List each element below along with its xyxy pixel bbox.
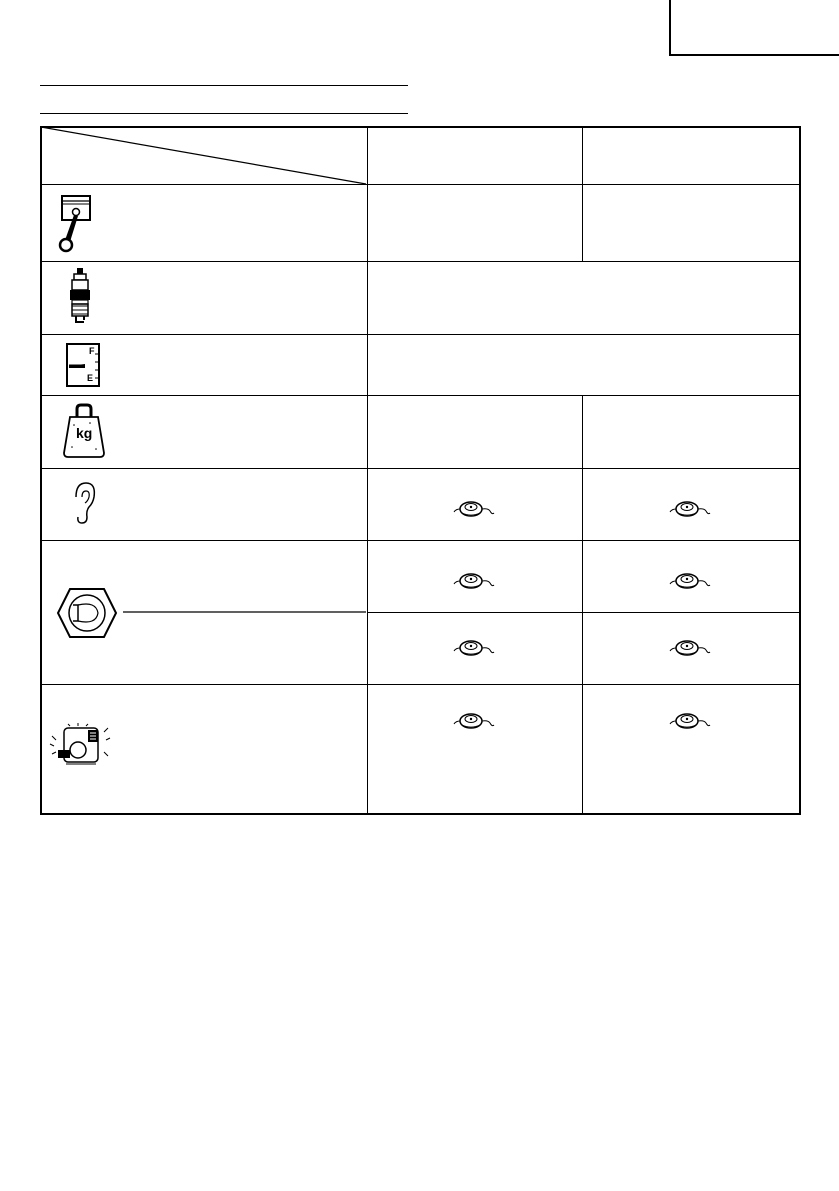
table-row-noise	[41, 468, 800, 540]
table-row-displacement	[41, 184, 800, 261]
ear-icon	[72, 479, 98, 532]
trimmer-head-icon	[668, 709, 714, 738]
spark-plug-value	[367, 261, 800, 334]
row-label-cell	[41, 468, 367, 540]
header-corner-cell	[41, 127, 367, 184]
table-row-fuel-tank	[41, 334, 800, 395]
table-row-spark-plug	[41, 261, 800, 334]
weight-kg-icon	[60, 403, 108, 466]
weight-kg-label: kg	[76, 424, 93, 441]
piston-icon	[56, 193, 96, 260]
trimmer-head-icon	[452, 497, 498, 526]
hex-nut-icon	[56, 587, 118, 644]
weight-col1	[367, 395, 582, 468]
vibration-col1	[367, 684, 582, 814]
trimmer-head-icon	[668, 569, 714, 598]
nut-upper-col2	[582, 540, 800, 612]
title-underline-2	[40, 113, 408, 114]
trimmer-head-icon	[668, 497, 714, 526]
trimmer-head-icon	[452, 636, 498, 665]
specification-table	[40, 126, 801, 815]
nut-lower-col2	[582, 612, 800, 684]
header-col1	[367, 127, 582, 184]
header-col2	[582, 127, 800, 184]
title-underline-1	[40, 85, 408, 86]
weight-col2	[582, 395, 800, 468]
row-label-cell	[41, 184, 367, 261]
row-label-cell	[41, 395, 367, 468]
nut-upper-col1	[367, 540, 582, 612]
spark-plug-icon	[64, 266, 98, 335]
table-row-vibration	[41, 684, 800, 814]
displacement-col2	[582, 184, 800, 261]
trimmer-head-icon	[452, 569, 498, 598]
gauge-full-label: F	[89, 345, 95, 356]
row-label-cell	[41, 334, 367, 395]
row-label-cell	[41, 261, 367, 334]
vibration-engine-icon	[48, 722, 112, 773]
vibration-col2	[582, 684, 800, 814]
table-row-weight	[41, 395, 800, 468]
table-row-nut-upper	[41, 540, 800, 612]
row-label-cell	[41, 540, 367, 684]
fuel-tank-value	[367, 334, 800, 395]
nut-lower-col1	[367, 612, 582, 684]
trimmer-head-icon	[668, 636, 714, 665]
noise-col1	[367, 468, 582, 540]
displacement-col1	[367, 184, 582, 261]
table-header-row	[41, 127, 800, 184]
gauge-empty-label: E	[87, 372, 94, 383]
fuel-gauge-icon	[65, 342, 101, 393]
trimmer-head-icon	[452, 709, 498, 738]
row-label-cell	[41, 684, 367, 814]
noise-col2	[582, 468, 800, 540]
corner-tab-box	[669, 0, 839, 56]
